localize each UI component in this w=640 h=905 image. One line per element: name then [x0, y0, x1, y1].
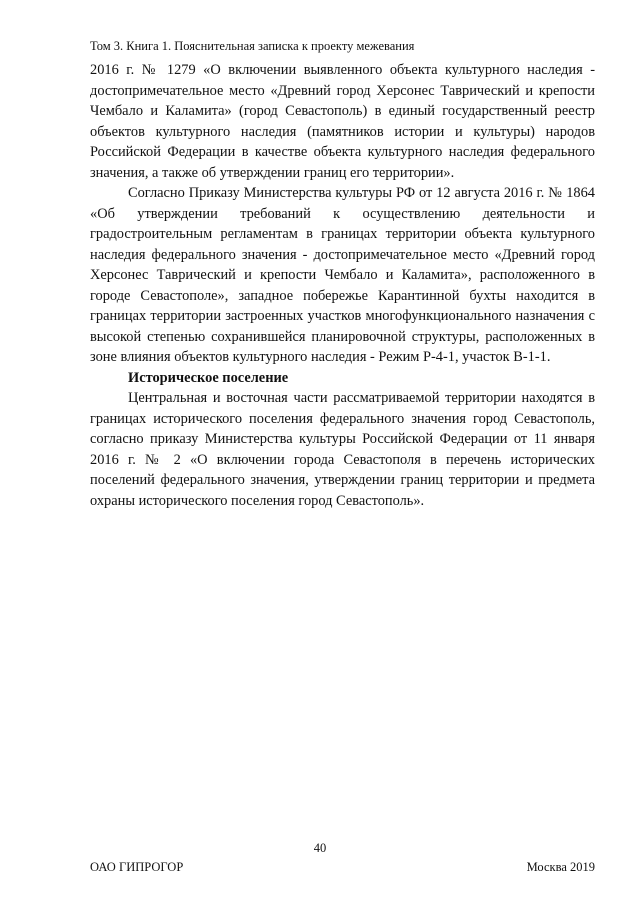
document-body: [90, 60, 595, 511]
body-paragraph-2: Согласно Приказу Министерства культуры РФ от 12 августа 2016 г. № 1864 «Об утверждении требований к осуществлению деятельности и градостроительным регламентам в границах территории объекта культурного наследия федерального значения - достопримечательное место «Древний город Херсонес Таврический и крепости Чембало и Каламита», расположенного в городе Севастополе», западное побережье Карантинной бухты находится в границах территории застроенных участков многофункционального назначения с высокой степенью сохранившейся планировочной структуры, расположенных в зоне влияния объектов культурного наследия - Режим Р-4-1, участок В-1-1.: [90, 185, 595, 365]
section-heading: Историческое поселение: [128, 369, 289, 386]
page-number: 40: [313, 841, 327, 855]
footer-city-year: Москва 2019: [526, 860, 595, 874]
footer-organization: ОАО ГИПРОГОР: [90, 860, 184, 874]
document-header: Том 3. Книга 1. Пояснительная записка к проекту межевания: [90, 39, 415, 53]
body-paragraph-1: 2016 г. № 1279 «О включении выявленного объекта культурного наследия - достопримечательное место «Древний город Херсонес Таврический и крепости Чембало и Каламита» (город Севастополь) в единый государственный реестр объектов культурного наследия (памятников истории и культуры) народов Российской Федерации в качестве объекта культурного наследия федерального значения, а также об утверждении границ его территории».: [90, 62, 595, 181]
body-paragraph-3: Центральная и восточная части рассматриваемой территории находятся в границах исторического поселения федерального значения город Севастополь, согласно приказу Министерства культуры Российской Федерации от 11 января 2016 г. № 2 «О включении города Севастополя в перечень исторических поселений федерального значения, утверждении границ территории и предмета охраны исторического поселения город Севастополь».: [90, 390, 595, 509]
